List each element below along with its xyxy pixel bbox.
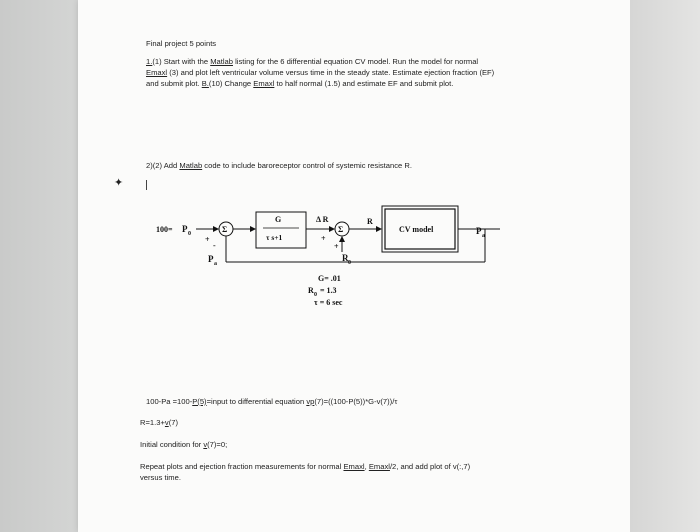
summer-2-symbol: Σ bbox=[338, 225, 344, 234]
header-title: Final project bbox=[146, 39, 188, 48]
pa-output-label: P bbox=[476, 226, 482, 236]
r0-sub: 0 bbox=[348, 260, 351, 266]
param-r0: R bbox=[308, 286, 314, 295]
eq-line-1: 100-Pa =100-P(5)=input to differential equation vp(7)=((100-P(5))*G-v(7))/τ bbox=[146, 397, 398, 406]
p0-label: P bbox=[182, 224, 188, 234]
cv-model-label: CV model bbox=[399, 225, 434, 234]
summer-2-plus-bottom: + bbox=[334, 242, 339, 251]
summer-1-minus: - bbox=[213, 241, 216, 250]
pa-output-sub: a bbox=[482, 233, 485, 239]
q1-matlab: Matlab bbox=[210, 57, 233, 66]
pa-feedback-sub: a bbox=[214, 261, 217, 267]
pa-feedback-label: P bbox=[208, 254, 214, 264]
delta-r-label: Δ R bbox=[316, 215, 329, 224]
q1-line-1: 1.(1) Start with the Matlab listing for the 6 differential equation CV model. Run the model for normal bbox=[146, 57, 479, 66]
eq-line-2: R=1.3+v(7) bbox=[140, 418, 178, 427]
q1-line-3: and submit plot. B.(10) Change Emaxl to half normal (1.5) and estimate EF and submit plot. bbox=[146, 79, 454, 88]
gain-numerator: G bbox=[275, 215, 282, 224]
param-r0-sub: 0 bbox=[314, 292, 317, 298]
q1-number: 1. bbox=[146, 57, 153, 66]
r-label: R bbox=[367, 217, 373, 226]
param-r0-value: = 1.3 bbox=[320, 286, 337, 295]
mouse-pointer-icon: ✦ bbox=[114, 177, 124, 189]
q2-matlab: Matlab bbox=[179, 161, 203, 170]
r0-label: R bbox=[342, 253, 349, 263]
summer-2-plus-left: + bbox=[321, 234, 326, 243]
input-label: 100= bbox=[156, 225, 173, 234]
q1-line-2: Emaxl (3) and plot left ventricular volume versus time in the steady state. Estimate ejection fraction (EF) bbox=[146, 68, 495, 77]
summer-1-plus: + bbox=[205, 235, 210, 244]
summer-1-symbol: Σ bbox=[222, 225, 228, 234]
header-points: 5 points bbox=[189, 39, 217, 48]
eq-line-3: Initial condition for v(7)=0; bbox=[140, 440, 228, 449]
q2-line: 2)(2) Add Matlab code to include baroreceptor control of systemic resistance R. bbox=[146, 161, 412, 170]
param-tau: τ = 6 sec bbox=[314, 298, 343, 307]
eq-line-5: versus time. bbox=[140, 473, 181, 482]
q1-emaxl: Emaxl bbox=[146, 68, 168, 77]
p0-sub: 0 bbox=[188, 231, 191, 237]
gain-denominator: τ s+1 bbox=[266, 233, 283, 242]
param-g: G= .01 bbox=[318, 274, 341, 283]
eq-line-4: Repeat plots and ejection fraction measurements for normal Emaxl, Emaxl/2, and add plot of v(:,7) bbox=[140, 462, 471, 471]
